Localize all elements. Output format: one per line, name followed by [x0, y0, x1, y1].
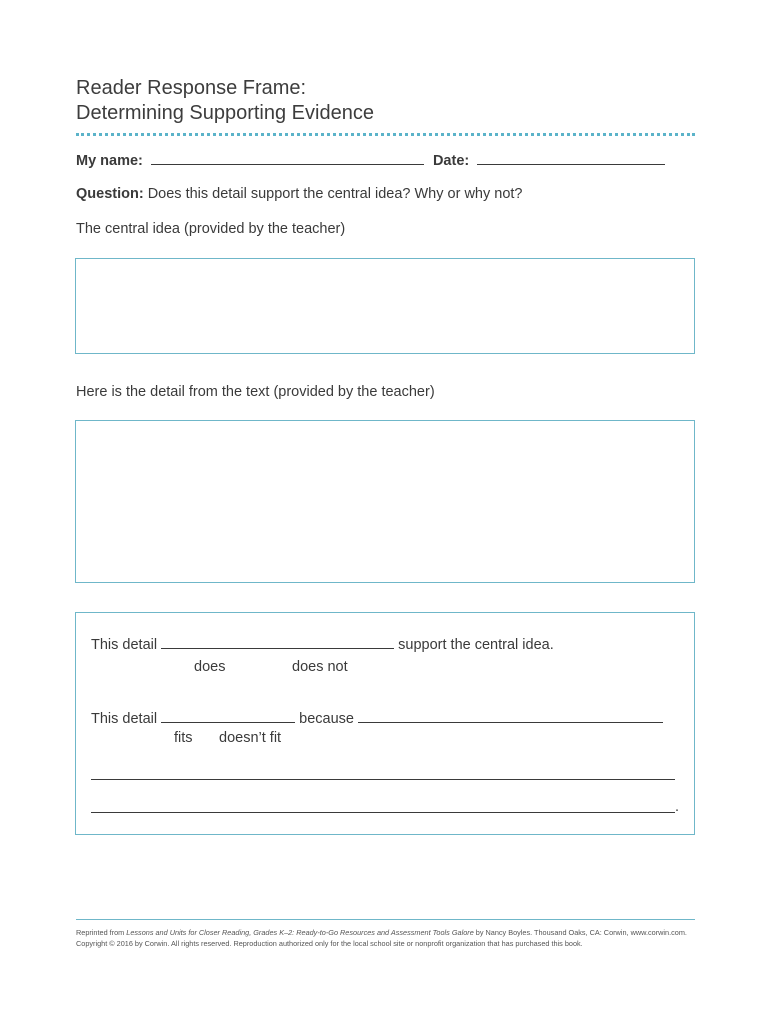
- footer-divider: [76, 919, 695, 920]
- response-line-2: [91, 708, 663, 727]
- line1-prefix: This detail: [91, 637, 158, 653]
- option-fits: fits: [174, 730, 193, 746]
- line2-middle: because: [299, 711, 354, 727]
- footer-line-2: Copyright © 2016 by Corwin. All rights reserved. Reproduction authorized only for the local school site or nonprofit organization that has purchased this book.: [76, 939, 583, 948]
- central-idea-box[interactable]: [75, 258, 695, 354]
- name-field[interactable]: [151, 150, 424, 165]
- end-period: .: [675, 799, 680, 815]
- central-idea-label: The central idea (provided by the teacher): [76, 221, 346, 237]
- answer-line-1[interactable]: [91, 779, 675, 780]
- date-label: Date:: [432, 153, 470, 169]
- support-choice-field[interactable]: [161, 634, 394, 649]
- footer-book-title: Lessons and Units for Closer Reading, Grades K–2: Ready-to-Go Resources and Assessment Tools Galore: [126, 928, 474, 937]
- question-label: Question:: [76, 186, 144, 202]
- because-field[interactable]: [358, 708, 663, 723]
- dotted-divider: [76, 133, 695, 136]
- title-line-2: Determining Supporting Evidence: [76, 102, 374, 124]
- page-title: [76, 76, 374, 126]
- name-date-row: [76, 150, 665, 169]
- name-label: My name:: [76, 153, 143, 169]
- question-text: Does this detail support the central idea? Why or why not?: [143, 186, 523, 202]
- option-does: does: [194, 659, 226, 675]
- detail-box[interactable]: [75, 420, 695, 583]
- answer-line-2[interactable]: [91, 812, 675, 813]
- detail-label: Here is the detail from the text (provided by the teacher): [76, 384, 435, 400]
- title-line-1: Reader Response Frame:: [76, 77, 307, 99]
- line1-suffix: support the central idea.: [398, 637, 554, 653]
- response-line-1: [91, 634, 554, 653]
- option-does-not: does not: [292, 659, 348, 675]
- footer-pre: Reprinted from: [76, 928, 127, 937]
- footer-line-1: [76, 928, 687, 938]
- question-row: [76, 186, 522, 202]
- fit-choice-field[interactable]: [161, 708, 295, 723]
- line2-prefix: This detail: [91, 711, 158, 727]
- date-field[interactable]: [477, 150, 665, 165]
- option-doesnt-fit: doesn’t fit: [219, 730, 282, 746]
- response-box: [75, 612, 695, 835]
- footer-post: by Nancy Boyles. Thousand Oaks, CA: Corwin, www.corwin.com.: [473, 928, 687, 937]
